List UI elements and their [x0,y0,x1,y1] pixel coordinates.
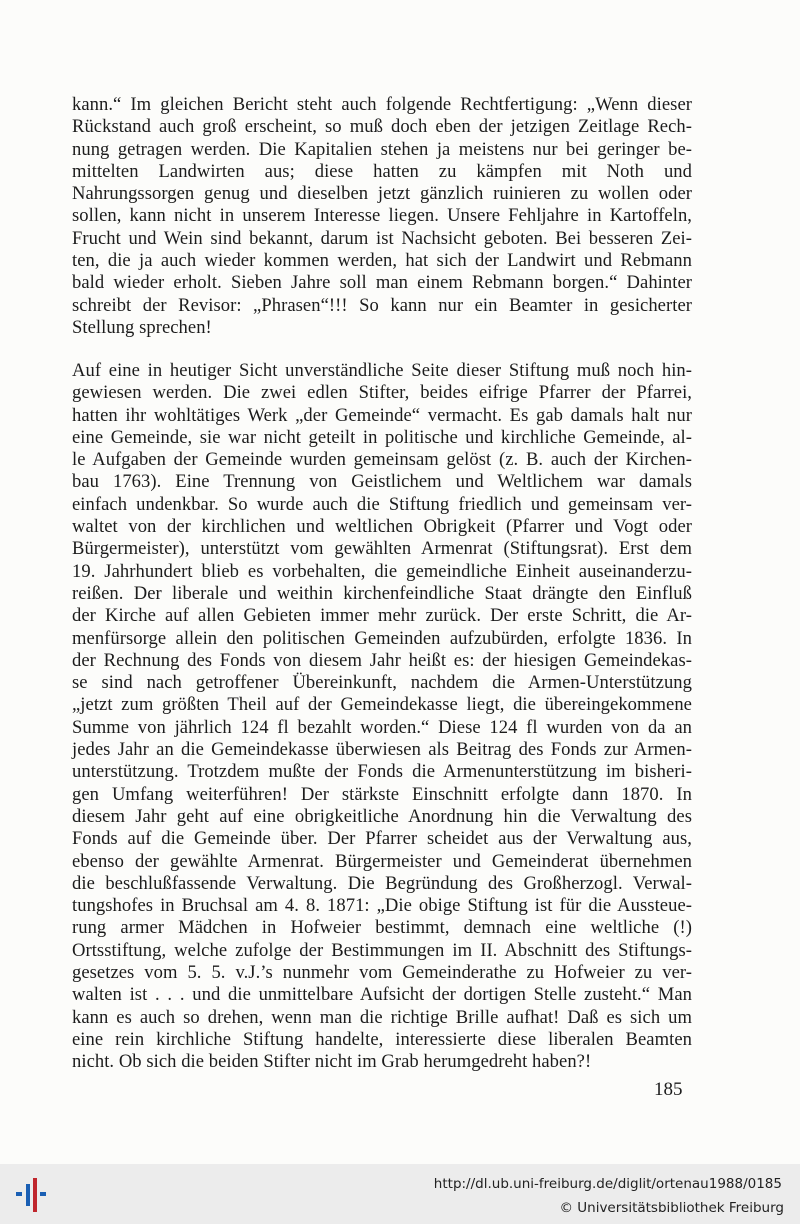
text-line: se sind nach getroffener Übereinkunft, nachdem die Armen-Unterstützung [72,672,692,694]
paragraph-1 [72,94,692,339]
text-line: kann es auch so drehen, wenn man die richtige Brille aufhat! Daß es sich um [72,1006,692,1028]
text-line: die beschlußfassende Verwaltung. Die Begründung des Großherzogl. Verwal- [72,872,692,894]
page-number: 185 [654,1079,683,1100]
ub-freiburg-logo-icon [12,1176,52,1214]
text-line: kann.“ Im gleichen Bericht steht auch folgende Rechtfertigung: „Wenn dieser [72,94,692,115]
text-line: schreibt der Revisor: „Phrasen“!!! So kann nur ein Beamter in gesicherter [72,294,692,316]
text-line: jedes Jahr an die Gemeindekasse überwiesen als Beitrag des Fonds zur Armen- [72,739,692,761]
copyright-notice: © Universitätsbibliothek Freiburg [559,1200,784,1216]
text-line: nicht. Ob sich die beiden Stifter nicht im Grab herumgedreht haben?! [72,1051,592,1073]
text-line: gen Umfang weiterführen! Der stärkste Einschnitt erfolgte dann 1870. In [72,783,692,805]
text-line: menfürsorge allein den politischen Gemeinden aufzubürden, erfolgte 1836. In [72,627,692,649]
text-line: der Kirche auf allen Gebieten immer mehr zurück. Der erste Schritt, die Ar- [72,605,692,627]
text-line: ten, die ja auch wieder kommen werden, hat sich der Landwirt und Rebmann [72,250,692,272]
text-line: diesem Jahr geht auf eine obrigkeitliche Anordnung hin die Verwaltung des [72,805,692,827]
text-line: einfach undenkbar. So wurde auch die Stiftung friedlich und gemeinsam ver- [72,493,692,515]
text-line: hatten ihr wohltätiges Werk „der Gemeinde“ vermacht. Es gab damals halt nur [72,404,692,426]
text-line: eine rein kirchliche Stiftung handelte, interessierte diese liberalen Beamten [72,1028,692,1050]
text-line: sollen, kann nicht in unserem Interesse liegen. Unsere Fehljahre in Kartoffeln, [72,205,692,227]
text-line: Bürgermeister), unterstützt vom gewählten Armenrat (Stiftungsrat). Erst dem [72,538,692,560]
text-line: 19. Jahrhundert blieb es vorbehalten, die gemeindliche Einheit auseinanderzu- [72,560,692,582]
text-line: tungshofes in Bruchsal am 4. 8. 1871: „Die obige Stiftung ist für die Aussteue- [72,895,692,917]
text-line: der Rechnung des Fonds von diesem Jahr heißt es: der hiesigen Gemeindekas- [72,649,692,671]
text-line: eine Gemeinde, sie war nicht geteilt in politische und kirchliche Gemeinde, al- [72,426,692,448]
text-line: Stellung sprechen! [72,316,212,338]
text-line: reißen. Der liberale und weithin kirchenfeindliche Staat drängte den Einfluß [72,582,692,604]
text-line: walten ist . . . und die unmittelbare Aufsicht der dortigen Stelle zusteht.“ Man [72,984,692,1006]
text-line: nung getragen werden. Die Kapitalien stehen ja meistens nur bei geringer be- [72,138,692,160]
footer-bar [0,1164,800,1224]
text-line: rung armer Mädchen in Hofweier bestimmt, demnach eine weltliche (!) [72,917,692,939]
text-line: Fonds auf die Gemeinde über. Der Pfarrer scheidet aus der Verwaltung aus, [72,828,692,850]
text-line: „jetzt zum größten Theil auf der Gemeindekasse liegt, die übereingekommene [72,694,692,716]
source-url-link[interactable]: http://dl.ub.uni-freiburg.de/diglit/ortenau1988/0185 [433,1176,782,1192]
text-line: Nahrungssorgen genug und dieselben jetzt gänzlich ruinieren zu wollen oder [72,183,692,205]
text-line: Auf eine in heutiger Sicht unverständliche Seite dieser Stiftung muß noch hin- [72,360,692,381]
text-line: le Aufgaben der Gemeinde wurden gemeinsam gelöst (z. B. auch der Kirchen- [72,449,692,471]
text-line: Rückstand auch groß erscheint, so muß doch eben der jetzigen Zeitlage Rech- [72,116,692,138]
text-line: gewiesen werden. Die zwei edlen Stifter, beides eifrige Pfarrer der Pfarrei, [72,382,692,404]
text-line: unterstützung. Trotzdem mußte der Fonds die Armenunterstützung im bisheri- [72,761,692,783]
text-line: gesetzes vom 5. 5. v.J.’s nunmehr vom Gemeinderathe zu Hofweier zu ver- [72,962,692,984]
text-line: waltet von der kirchlichen und weltlichen Obrigkeit (Pfarrer und Vogt oder [72,516,692,538]
text-line: bau 1763). Eine Trennung von Geistlichem und Weltlichem war damals [72,471,692,493]
text-line: Summe von jährlich 124 fl bezahlt worden.“ Diese 124 fl wurden von da an [72,716,692,738]
text-line: ebenso der gewählte Armenrat. Bürgermeister und Gemeinderat übernehmen [72,850,692,872]
text-line: Ortsstiftung, welche zufolge der Bestimmungen im II. Abschnitt des Stiftungs- [72,939,692,961]
text-line: Frucht und Wein sind bekannt, darum ist Nachsicht geboten. Bei besseren Zei- [72,227,692,249]
text-line: bald wieder erholt. Sieben Jahre soll man einem Rebmann borgen.“ Dahinter [72,272,692,294]
paragraph-2 [72,360,692,1074]
text-line: mittelten Landwirten aus; diese hatten zu kämpfen mit Noth und [72,160,692,182]
